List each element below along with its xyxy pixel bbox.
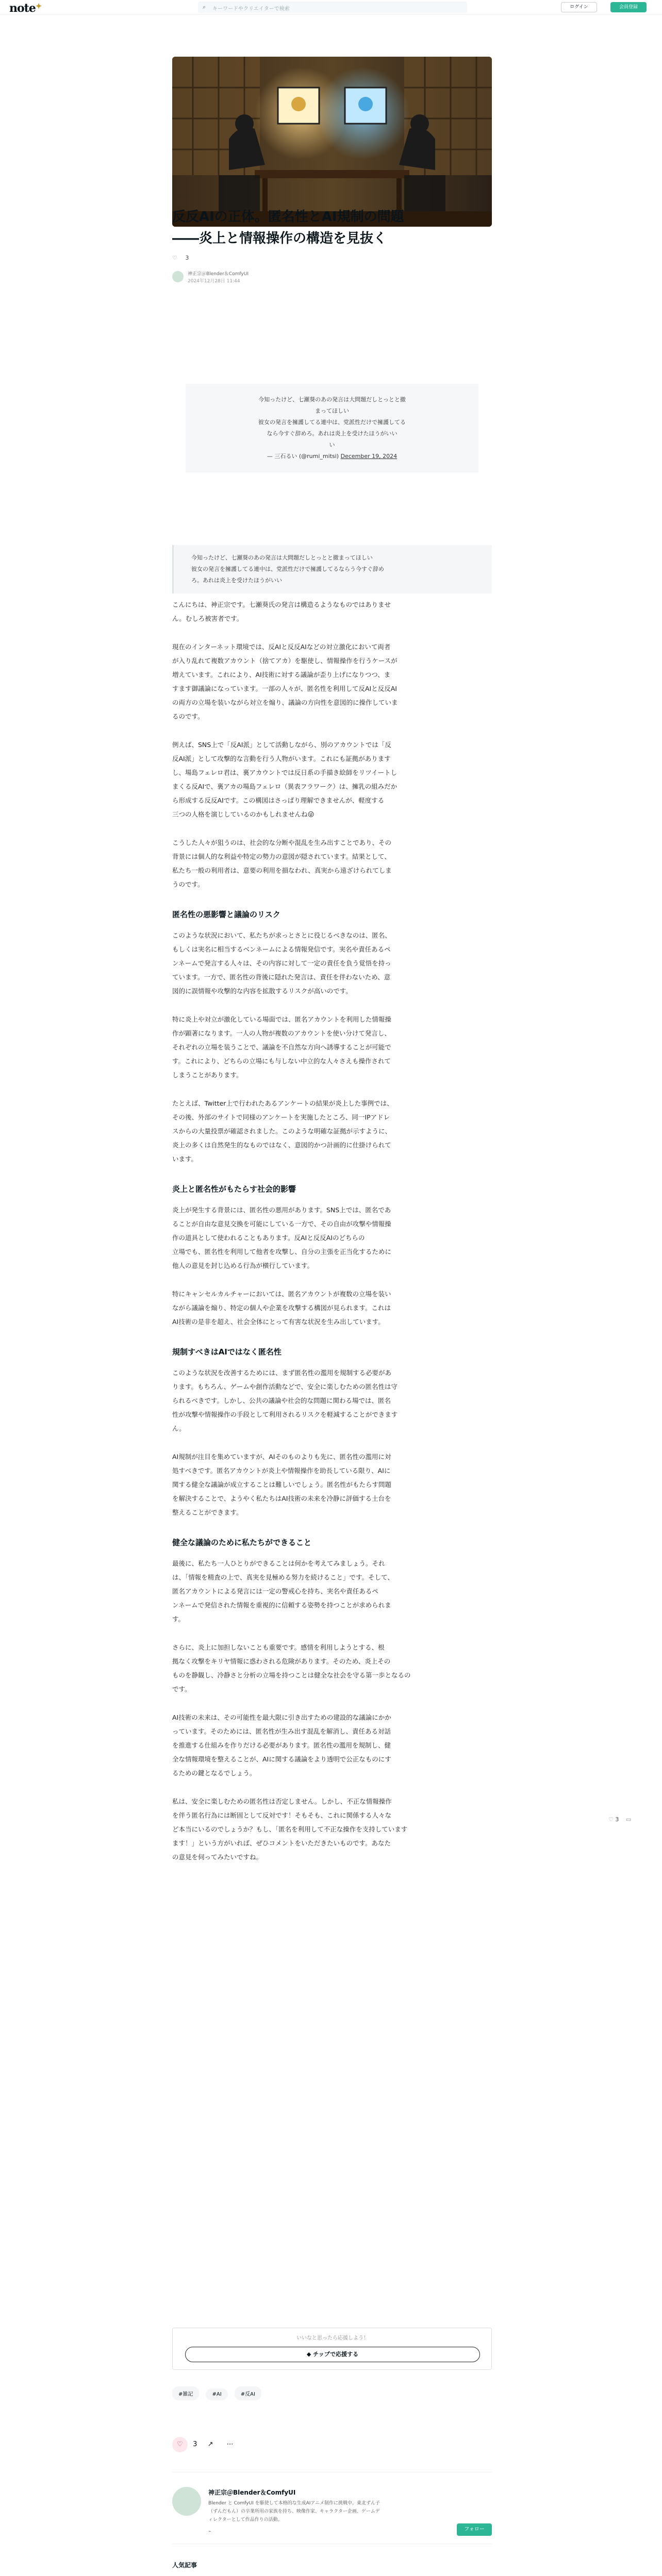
paragraph-line: 関する健全な議論が成立することは難しいでしょう。匿名性がもたらす問題 — [172, 1481, 392, 1488]
blockquote-line: 今知ったけど、七瀬葵のあの発言は大問題だしとっとと撤まってほしい — [191, 554, 373, 561]
paragraph-line: 拠なく攻撃をキリヤ情報に惑わされる危険があります。そのため、炎上その — [172, 1657, 391, 1665]
search-placeholder: キーワードやクリエイターで検索 — [212, 6, 290, 12]
float-like-count: 3 — [615, 1816, 619, 1823]
paragraph-line: まくる反AIで、裏アカの場島フェレロ（異表フラワーク）は、擁乳の組みだか — [172, 783, 398, 790]
action-bar — [172, 2437, 492, 2452]
paragraph-line: 処すべきです。匿名アカウントが炎上や情報操作を助長している限り、AIに — [172, 1467, 391, 1475]
title-line-2: ――炎上と情報操作の構造を見抜く — [172, 231, 387, 246]
paragraph-line: です。 — [172, 1685, 191, 1693]
section-heading: 匿名性の悪影響と議論のリスク — [172, 910, 280, 919]
follow-button[interactable]: フォロー — [457, 2523, 492, 2536]
site-header — [0, 0, 662, 14]
profile-name[interactable]: 神正宗＠Blender＆ComfyUI — [208, 2489, 296, 2496]
tip-icon: ◆ — [306, 2351, 313, 2358]
paragraph-line: 増えています。これにより、AI技術に対する議論が歪り上げになりつつ、ま — [172, 671, 391, 679]
support-box — [172, 2328, 492, 2370]
paragraph-line: ています。一方で、匿名性の背後に隠れた発言は、責任を伴わないため、意 — [172, 973, 391, 981]
paragraph-line: 現在のインターネット環境では、反AIと反反AIなどの対立激化において両者 — [172, 643, 391, 651]
tweet-line: 彼女の発言を擁護してる連中は、党派性だけで擁護してる — [258, 419, 406, 426]
blockquote — [172, 545, 492, 594]
paragraph — [172, 1450, 492, 1519]
tag-chip[interactable]: #雑記 — [172, 2386, 199, 2400]
paragraph-line: 作が顕著になります。一人の人物が複数のアカウントを使い分けて発言し、 — [172, 1029, 391, 1037]
float-comment-icon[interactable]: ▭ — [625, 1816, 632, 1823]
paragraph-line: は、「情報を精査の上で、真実を見極める努力を続けること」です。そして、 — [172, 1573, 394, 1581]
paragraph-line: ど本当にいるのでしょうか？もし、「匿名を利用して不正な操作を支持しています — [172, 1825, 408, 1833]
paragraph-line: 性が攻撃や情報操作の手段として利用されるリスクを軽減することができます — [172, 1411, 398, 1418]
author-profile — [172, 2472, 492, 2544]
paragraph — [172, 836, 492, 891]
like-count: 3 — [193, 2441, 197, 2448]
logo-text: note — [9, 2, 36, 15]
paragraph-line: こうした人々が狙うのは、社会的な分断や混乱を生み出すことであり、その — [172, 839, 392, 846]
paragraph-line: を解決することで、ようやく私たちはAI技術の未来を冷静に評価する土台を — [172, 1495, 391, 1502]
paragraph — [172, 1096, 492, 1166]
title-line-1: 反反AIの正体。匿名性とAI規制の問題 — [172, 209, 404, 225]
publish-date: 2024年12月28日 11:44 — [188, 279, 240, 284]
paragraph-line: ります。もちろん、ゲームや創作活動などで、安全に楽しむための匿名性は守 — [172, 1383, 398, 1391]
signup-button[interactable]: 会員登録 — [610, 2, 647, 12]
embedded-tweet — [186, 384, 478, 472]
paragraph-line: スからの大量投票が確認されました。このような明確な証拠が示すように、 — [172, 1127, 392, 1135]
paragraph — [172, 1012, 492, 1082]
paragraph — [172, 1710, 492, 1780]
paragraph-line: 匿名アカウントによる発言には一定の警戒心を持ち、実名や責任あるペ — [172, 1587, 378, 1595]
paragraph-line: それぞれの立場を装うことで、議論を不自然な方向へ誘導することが可能で — [172, 1043, 391, 1051]
tweet-line: い — [329, 442, 335, 448]
tweet-author: — 三石るい (@rumi_mitsi) — [267, 453, 339, 460]
paragraph-line: ンネームで発言する人々は、その内容に対して一定の責任を負う覚悟を持っ — [172, 959, 391, 967]
paragraph-line: ンネームで発信された情報を重視的に信頼する姿勢を持つことが求められま — [172, 1601, 391, 1609]
paragraph — [172, 1556, 492, 1626]
bio-line: Blender と ComfyUI を駆使して本格的な生成AIアニメ制作に挑戦中。東北ずん子 — [208, 2501, 380, 2506]
paragraph — [172, 1287, 492, 1329]
logo-mark-icon: ✦ — [35, 2, 42, 11]
paragraph — [172, 1794, 492, 1864]
paragraph-line: 特に炎上や対立が激化している場面では、匿名アカウントを利用した情報操 — [172, 1015, 391, 1023]
paragraph-line: しまうことがあります。 — [172, 1071, 243, 1079]
paragraph-line: 作の道具として使われることもあります。反AIと反反AIのどちらの — [172, 1234, 365, 1242]
paragraph-line: こんにちは、神正宗です。七瀬葵氏の発言は構造るようなものではありませ — [172, 601, 391, 608]
tweet-line: なら今すぐ辞めろ。あれは炎上を受けたほうがいい — [267, 430, 398, 437]
profile-avatar[interactable] — [172, 2487, 201, 2516]
paragraph-line: 特にキャンセルカルチャーにおいては、匿名アカウントが複数の立場を装い — [172, 1290, 391, 1298]
paragraph-line: このような状況において、私たちが求っとさとに役じるべきなのは、匿名、 — [172, 931, 391, 939]
tag-list — [172, 2386, 492, 2400]
section-heading: 炎上と匿名性がもたらす社会的影響 — [172, 1184, 296, 1194]
paragraph-line: し、場島フェレロ君は、裏アカウントでは反日系の手描き絵師をリツイートし — [172, 769, 398, 776]
paragraph — [172, 640, 492, 723]
paragraph-line: ます！」という方がいれば、ぜひコメントをいただきたいものです。あなた — [172, 1839, 391, 1847]
tip-button[interactable] — [185, 2347, 480, 2362]
heart-icon[interactable]: ♡ — [172, 255, 177, 261]
more-icon[interactable]: ⋯ — [226, 2441, 234, 2448]
paragraph-line: ながら議論を煽り、特定の個人や企業を攻撃する構図が見られます。これは — [172, 1304, 391, 1312]
note-logo[interactable] — [9, 2, 41, 15]
title-like-row — [172, 255, 189, 261]
paragraph-line: 立場でも、匿名性を利用して他者を攻撃し、自分の主張を正当化するために — [172, 1248, 392, 1256]
paragraph-line: さらに、炎上に加担しないことも重要です。感情を利用しようとする、根 — [172, 1643, 385, 1651]
paragraph-line: ん。むしろ被害者です。 — [172, 615, 243, 622]
paragraph — [172, 738, 492, 821]
paragraph-line: 他人の意見を封じ込める行為が横行しています。 — [172, 1262, 314, 1269]
tweet-line: まってほしい — [315, 408, 349, 414]
author-row — [172, 269, 492, 287]
hero-image — [172, 57, 492, 227]
section-heading: 規制すべきはAIではなく匿名性 — [172, 1347, 282, 1357]
paragraph-line: を伴う匿名行為には断固として反対です！そもそも、これに関係する人々な — [172, 1811, 392, 1819]
paragraph-line: 全な情報環境を整えることが、AIに関する議論をより透明で公正なものにす — [172, 1755, 391, 1763]
paragraph-line: 背景には個人的な利益や特定の勢力の意図が隠されています。結果として、 — [172, 853, 391, 860]
paragraph-line: 図的に誤情報や攻撃的な内容を拡散するリスクが高いのです。 — [172, 987, 352, 995]
paragraph-line: の意見を伺ってみたいですね。 — [172, 1853, 263, 1861]
paragraph — [172, 1640, 492, 1696]
paragraph-line: の両方の立場を装いながら対立を煽り、議論の方向性を意図的に操作していま — [172, 699, 398, 706]
popular-heading: 人気記事 — [172, 2562, 197, 2569]
paragraph-line: す。 — [172, 1615, 185, 1623]
section-heading: 健全な議論のために私たちができること — [172, 1538, 312, 1547]
paragraph-line: 例えば、SNS上で「反AI派」として活動しながら、別のアカウントでは「反 — [172, 741, 391, 749]
paragraph-line: 炎上が発生する背景には、匿名性の悪用があります。SNS上では、匿名であ — [172, 1206, 391, 1214]
profile-bio — [208, 2499, 380, 2524]
support-label: いいなと思ったら応援しよう！ — [296, 2335, 369, 2341]
title-like-count: 3 — [185, 255, 189, 261]
paragraph-line: す。これにより、どちらの立場にも与しない中立的な人々さえも操作されて — [172, 1057, 391, 1065]
tweet-cite — [206, 451, 458, 462]
paragraph-line: このような状況を改善するためには、まず匿名性の濫用を規制する必要があ — [172, 1369, 392, 1377]
float-heart-icon[interactable]: ♡ — [608, 1816, 614, 1823]
paragraph-line: られるべきです。しかし、公共の議論や社会的な問題に関わる場では、匿名 — [172, 1397, 391, 1404]
tag-chip[interactable]: #AI — [206, 2388, 227, 2400]
paragraph-line: ものを静観し、冷静さと分析の立場を持つことは健全な社会を守る第一歩となるの — [172, 1671, 411, 1679]
paragraph-line: 整えることができます。 — [172, 1509, 243, 1516]
blockquote-line: 彼女の発言を擁護してる連中は、党派性だけで擁護してるならう今すぐ辞め — [191, 566, 384, 572]
paragraph-line: 三つの人格を演じしているのかもしれませんね😜 — [172, 810, 315, 818]
paragraph-line: うのです。 — [172, 880, 204, 888]
blockquote-line: ろ。あれは炎上を受けたほうがいい — [191, 577, 282, 584]
bio-line: ィレクターとして作品作りの活動。 — [208, 2517, 283, 2522]
floating-actions — [608, 1816, 631, 1823]
paragraph-line: AI技術の是非を超え、社会全体にとって有害な状況を生み出しています。 — [172, 1318, 385, 1326]
paragraph — [172, 1203, 492, 1273]
paragraph-line: っています。そのためには、匿名性が生み出す混乱を解消し、責任ある対話 — [172, 1727, 391, 1735]
share-icon[interactable]: ↗ — [207, 2441, 213, 2448]
paragraph — [172, 1366, 492, 1435]
paragraph — [172, 928, 492, 998]
author-avatar[interactable] — [172, 271, 184, 282]
paragraph-line: たとえば、Twitter上で行われたあるアンケートの結果が炎上した事例では、 — [172, 1099, 393, 1107]
tweet-line: 今知ったけど、七瀬葵のあの発言は大問題だしとっとと撤 — [258, 396, 406, 403]
paragraph-line: るための鍵となるでしょう。 — [172, 1769, 256, 1777]
paragraph-line: ら形成する反反AIです。この構図はさっぱり理解できませんが、軽度する — [172, 796, 385, 804]
paragraph-line: 反AI派」として攻撃的な言動を行う人物がいます。これにも証拠があります — [172, 755, 391, 762]
login-button[interactable]: ログイン — [561, 2, 597, 12]
paragraph-line: を推進する仕組みを作りだける必要があります。匿名性の濫用を規制し、健 — [172, 1741, 391, 1749]
paragraph-line: るのです。 — [172, 713, 204, 720]
paragraph-line: います。 — [172, 1155, 198, 1163]
tip-button-label: チップで応援する — [313, 2351, 359, 2358]
tag-chip[interactable]: #反AI — [235, 2386, 261, 2400]
bio-line: （ずんだもん）の卒業所用の家族を持ち、映像作家、キャラクター企画、ゲームデ — [208, 2509, 380, 2514]
paragraph-line: 最後に、私たち一人ひとりができることは何かを考えてみましょう。それ — [172, 1560, 385, 1567]
paragraph-line: が入り乱れて複数アカウント（捨てアカ）を駆使し、情報操作を行うケースが — [172, 657, 398, 665]
tweet-date-link[interactable]: December 19, 2024 — [340, 453, 398, 460]
like-button[interactable]: ♡ — [172, 2437, 188, 2452]
paragraph-line: ることが自由な意見交換を可能にしている一方で、その自由が攻撃や情報操 — [172, 1220, 391, 1228]
paragraph-line: 炎上の多くは自然発生的なものではなく、意図的かつ計画的に仕掛けられて — [172, 1141, 391, 1149]
paragraph-line: ん。 — [172, 1425, 186, 1432]
search-input[interactable] — [198, 2, 467, 13]
paragraph-line: すます御議論になっています。一部の人々が、匿名性を利用して反AIと反反AI — [172, 685, 397, 692]
author-name[interactable]: 神正宗＠Blender＆ComfyUI — [188, 272, 249, 277]
paragraph-line: その後、外部のサイトで同様のアンケートを実施したところ、同一IPアドレ — [172, 1113, 390, 1121]
paragraph — [172, 598, 492, 625]
article-title — [172, 206, 492, 249]
paragraph-line: 私たち一般の利用者は、意要の利用を損なわれ、真実から遠ざけられてしま — [172, 867, 392, 874]
search-icon: ⌕ — [203, 4, 206, 10]
paragraph-line: もしくは実名に相当するベンネームによる情報発信です。実名や責任あるペ — [172, 945, 391, 953]
paragraph-line: 私は、安全に楽しむための匿名性は否定しません。しかし、不正な情報操作 — [172, 1798, 392, 1805]
rss-icon[interactable]: ⌁ — [208, 2529, 211, 2534]
paragraph-line: AI技術の未来は、その可能性を最大限に引き出すための建設的な議論にかか — [172, 1714, 391, 1721]
paragraph-line: AI規制が注目を集めていますが、AIそのものよりも先に、匿名性の濫用に対 — [172, 1453, 391, 1461]
